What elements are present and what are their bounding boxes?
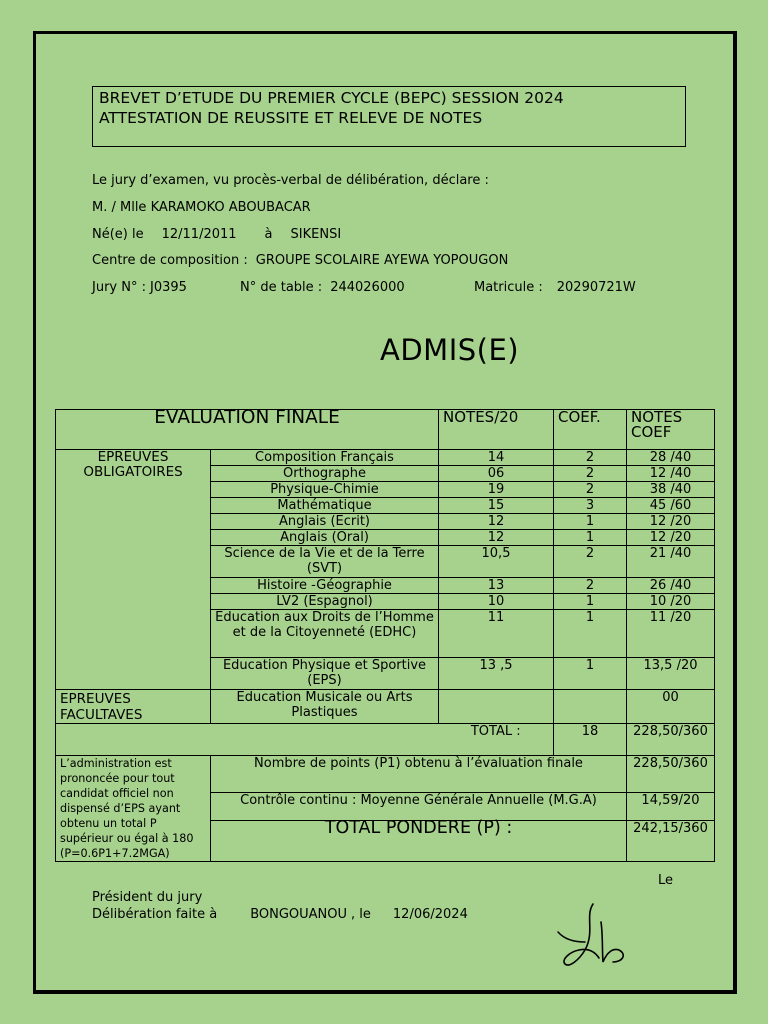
table-number-label: N° de table : (240, 280, 323, 295)
subject-cell: Science de la Vie et de la Terre (SVT) (211, 546, 439, 578)
deliberation-place: BONGOUANOU (250, 907, 348, 922)
coef-cell: 3 (554, 498, 627, 514)
total-cell: 38 /40 (627, 482, 715, 498)
coef-cell: 1 (554, 594, 627, 610)
subject-cell: LV2 (Espagnol) (211, 594, 439, 610)
header-title: BREVET D’ETUDE DU PREMIER CYCLE (BEPC) SESSION 2024 (99, 89, 564, 107)
note-cell: 06 (439, 466, 554, 482)
subject-cell: Education Musicale ou Arts Plastiques (211, 690, 439, 724)
total-label: TOTAL : (439, 724, 554, 756)
subject-cell: Orthographe (211, 466, 439, 482)
note-cell: 14 (439, 450, 554, 466)
total-cell: 00 (627, 690, 715, 724)
note-cell: 15 (439, 498, 554, 514)
note-cell: 11 (439, 610, 554, 658)
p1-value: 228,50/360 (627, 756, 715, 793)
candidate-name: M. / Mlle KARAMOKO ABOUBACAR (92, 200, 311, 215)
subject-cell: Mathématique (211, 498, 439, 514)
table-row (56, 450, 715, 466)
coef-cell: 1 (554, 530, 627, 546)
table-header-row (56, 410, 715, 450)
pondere-label: TOTAL PONDERE (P) : (211, 821, 627, 862)
cc-label: Contrôle continu : Moyenne Générale Annuelle (M.G.A) (211, 793, 627, 821)
document-header (92, 86, 686, 147)
cc-value: 14,59/20 (627, 793, 715, 821)
note-cell: 10 (439, 594, 554, 610)
note-cell: 12 (439, 514, 554, 530)
declaration-text: Le jury d’examen, vu procès-verbal de délibération, déclare : (92, 173, 489, 188)
matricule-value: 20290721W (556, 280, 636, 295)
coef-cell: 1 (554, 658, 627, 690)
total-cell: 26 /40 (627, 578, 715, 594)
note-cell (439, 690, 554, 724)
total-cell: 45 /60 (627, 498, 715, 514)
subject-cell: Education Physique et Sportive (EPS) (211, 658, 439, 690)
col-notes-coef-header: NOTES COEF (627, 410, 715, 450)
coef-cell: 2 (554, 482, 627, 498)
table-number-line (240, 280, 405, 295)
table-number-value: 244026000 (330, 280, 405, 295)
header-subtitle: ATTESTATION DE REUSSITE ET RELEVE DE NOTES (99, 109, 483, 127)
jury-value: J0395 (149, 280, 187, 295)
total-coef: 18 (554, 724, 627, 756)
pondere-value: 242,15/360 (627, 821, 715, 862)
total-cell: 12 /20 (627, 514, 715, 530)
jury-label: Jury N° : (92, 280, 146, 295)
subject-cell: Composition Français (211, 450, 439, 466)
subject-cell: Histoire -Géographie (211, 578, 439, 594)
president-label: Président du jury (92, 890, 203, 905)
coef-cell: 1 (554, 514, 627, 530)
coef-cell: 2 (554, 546, 627, 578)
result-status: ADMIS(E) (380, 333, 520, 367)
deliberation-date: 12/06/2024 (392, 907, 468, 922)
birth-line (92, 227, 341, 242)
jury-line (92, 280, 187, 295)
col-notes-header: NOTES/20 (439, 410, 554, 450)
total-cell: 28 /40 (627, 450, 715, 466)
total-cell: 12 /40 (627, 466, 715, 482)
note-cell: 10,5 (439, 546, 554, 578)
signature-image (555, 902, 630, 972)
total-cell: 11 /20 (627, 610, 715, 658)
total-value: 228,50/360 (627, 724, 715, 756)
centre-line (92, 253, 508, 268)
subject-cell: Anglais (Ecrit) (211, 514, 439, 530)
footer-le: Le (658, 873, 674, 888)
coef-cell (554, 690, 627, 724)
p1-label: Nombre de points (P1) obtenu à l’évaluation finale (211, 756, 627, 793)
subject-cell: Anglais (Oral) (211, 530, 439, 546)
group-facultatives: EPREUVES FACULTAVES (56, 690, 211, 724)
centre-label: Centre de composition : (92, 253, 248, 268)
note-cell: 13 (439, 578, 554, 594)
matricule-line (474, 280, 636, 295)
birth-prefix: Né(e) le (92, 227, 144, 242)
birth-at: à (264, 227, 273, 242)
deliberation-label: Délibération faite à (92, 907, 218, 922)
note-cell: 12 (439, 530, 554, 546)
coef-cell: 1 (554, 610, 627, 658)
p1-row (56, 756, 715, 793)
birth-place: SIKENSI (290, 227, 342, 242)
table-title: EVALUATION FINALE (56, 410, 439, 450)
total-cell: 21 /40 (627, 546, 715, 578)
subject-cell: Education aux Droits de l’Homme et de la Citoyenneté (EDHC) (211, 610, 439, 658)
total-cell: 13,5 /20 (627, 658, 715, 690)
total-row (56, 724, 715, 756)
subject-cell: Physique-Chimie (211, 482, 439, 498)
col-coef-header: COEF. (554, 410, 627, 450)
admin-note: L’administration est prononcée pour tout candidat officiel non dispensé d’EPS ayant obtenu un total P supérieur ou égal à 180 (P=0.6P1+7.2MGA) (56, 756, 211, 862)
deliberation-line (92, 907, 468, 922)
coef-cell: 2 (554, 466, 627, 482)
grades-table (55, 409, 715, 862)
note-cell: 19 (439, 482, 554, 498)
matricule-label: Matricule : (474, 280, 543, 295)
coef-cell: 2 (554, 578, 627, 594)
facultative-row (56, 690, 715, 724)
birth-date: 12/11/2011 (161, 227, 237, 242)
deliberation-le: , le (351, 907, 371, 922)
group-obligatoires: EPREUVES OBLIGATOIRES (56, 450, 211, 690)
total-cell: 12 /20 (627, 530, 715, 546)
note-cell: 13 ,5 (439, 658, 554, 690)
coef-cell: 2 (554, 450, 627, 466)
total-cell: 10 /20 (627, 594, 715, 610)
centre-value: GROUPE SCOLAIRE AYEWA YOPOUGON (255, 253, 509, 268)
